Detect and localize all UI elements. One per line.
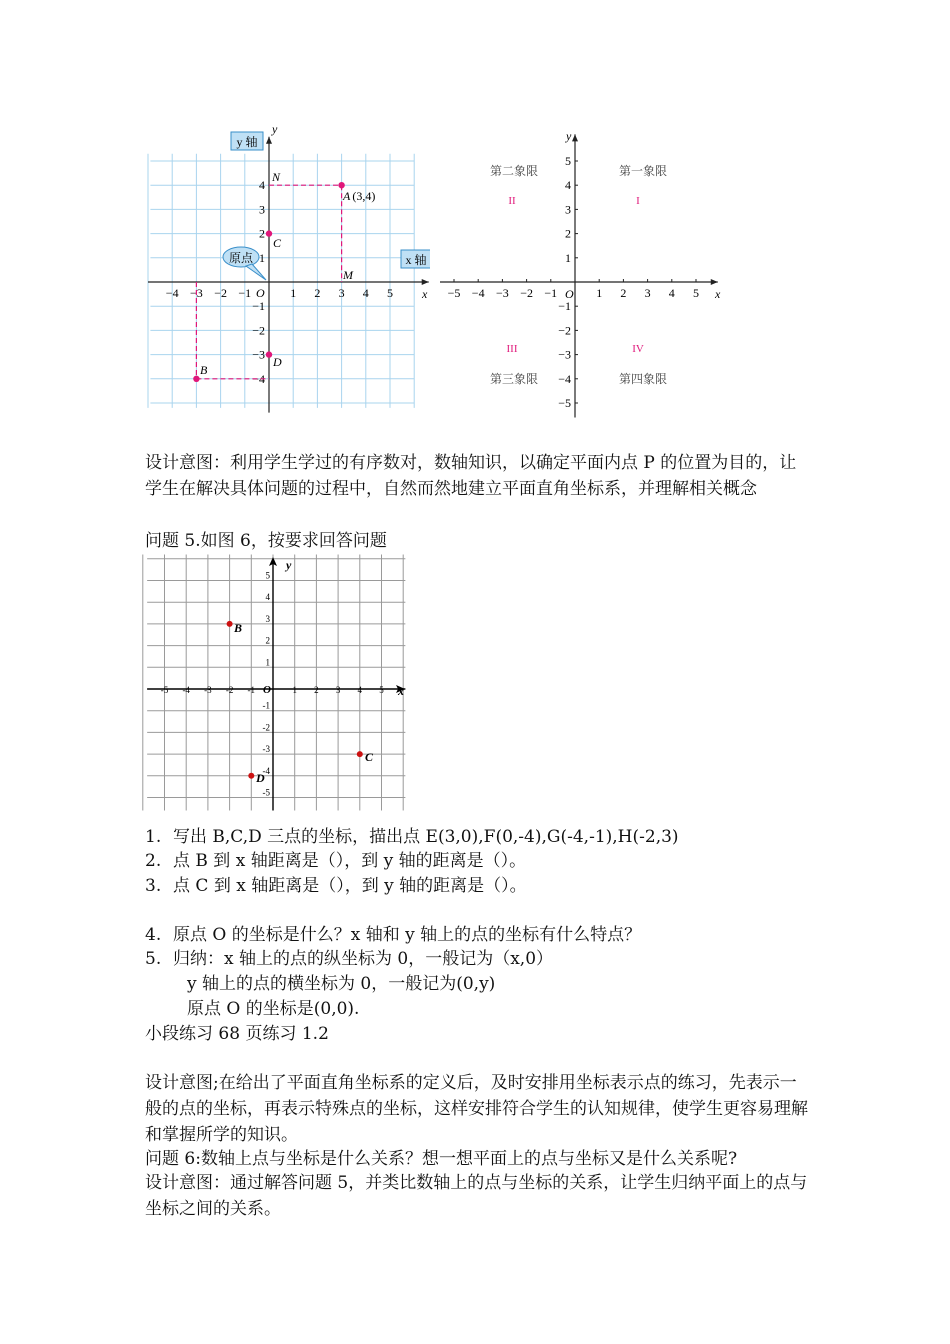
problem-5-heading: 问题 5.如图 6，按要求回答问题 <box>145 531 387 551</box>
quadrant-1-name: 第一象限 <box>618 164 668 178</box>
quadrant-2-numeral: II <box>508 195 516 207</box>
list-item-text: 点 B 到 x 轴距离是（），到 y 轴的距离是（）。 <box>173 851 527 871</box>
figure3-point-d-label: D <box>256 771 265 785</box>
quadrant-3-numeral: III <box>506 343 518 355</box>
x-tick-label: 3 <box>335 685 341 695</box>
x-tick-label: -5 <box>160 685 169 695</box>
x-tick-label: 4 <box>668 286 675 300</box>
coordinate-figure-3 <box>140 550 420 815</box>
y-tick-label: 1 <box>565 250 571 265</box>
origin-callout: 原点 <box>228 251 254 265</box>
quadrant-4-numeral: IV <box>632 343 644 355</box>
figure3-point-c-label: C <box>365 750 374 764</box>
x-tick-label: −3 <box>496 286 509 300</box>
point-c <box>266 230 272 236</box>
origin-callout-pointer <box>246 264 266 280</box>
x-tick-label: −2 <box>214 286 227 300</box>
figure1-x-label: x <box>422 287 428 301</box>
y-tick-label: −4 <box>558 371 571 386</box>
list-item-number: 3. <box>145 876 162 896</box>
y-tick-label: −4 <box>252 371 265 386</box>
x-tick-label: 2 <box>314 286 321 300</box>
figure1-y-label: y <box>272 122 278 136</box>
point-b <box>227 621 233 627</box>
y-tick-label: −3 <box>558 347 571 362</box>
x-tick-label: −1 <box>544 286 558 300</box>
x-tick-label: 5 <box>379 685 384 695</box>
x-axis-callout: x 轴 <box>405 253 427 267</box>
y-axis-arrow <box>266 137 272 144</box>
x-tick-label: 4 <box>357 685 363 695</box>
quadrant-4-name: 第四象限 <box>618 372 668 386</box>
figure3-grid <box>143 554 406 810</box>
list-item-number: 4. <box>145 925 162 945</box>
x-tick-label: -1 <box>247 685 256 695</box>
y-tick-label: 1 <box>259 250 265 265</box>
y-tick-label: -5 <box>262 787 270 798</box>
figure1-point-c-label: C <box>273 236 282 250</box>
y-tick-label: 3 <box>265 613 270 624</box>
figure2-x-label: x <box>715 287 721 301</box>
design-intent-paragraph-3: 设计意图：通过解答问题 5，并类比数轴上的点与坐标的关系，让学生归纳平面上的点与坐标之间的关系。 <box>145 1173 808 1219</box>
point-d <box>248 773 254 779</box>
y-tick-label: 2 <box>565 226 571 241</box>
list-item-text: 写出 B,C,D 三点的坐标，描出点 E(3,0),F(0,-4),G(-4,-1),H(-2,3) <box>173 827 679 847</box>
list-item <box>145 873 527 899</box>
figure2-axes <box>440 134 718 417</box>
quadrant-2-name: 第二象限 <box>489 164 539 178</box>
y-tick-label: 4 <box>265 592 270 603</box>
x-tick-label: −4 <box>165 286 179 300</box>
x-tick-label: 1 <box>292 685 297 695</box>
problem-6-heading: 问题 6:数轴上点与坐标是什么关系？想一想平面上的点与坐标又是什么关系呢? <box>145 1149 738 1169</box>
list-item-number: 2. <box>145 851 162 871</box>
point-a <box>338 182 344 188</box>
list-item <box>145 946 553 972</box>
x-tick-label: -3 <box>204 685 212 695</box>
y-axis-arrow <box>572 134 578 141</box>
figure1-label-n: N <box>272 170 281 184</box>
list-item-text: 点 C 到 x 轴距离是（），到 y 轴的距离是（）。 <box>173 876 527 896</box>
y-axis-callout: y 轴 <box>236 135 258 149</box>
figure1-axes <box>148 137 429 413</box>
y-tick-label: -4 <box>262 765 270 776</box>
practice-line: 小段练习 68 页练习 1.2 <box>145 1024 329 1044</box>
list-item-text: 原点 O 的坐标是什么？x 轴和 y 轴上的点的坐标有什么特点？ <box>173 925 642 945</box>
induction-line-2: y 轴上的点的横坐标为 0，一般记为(0,y) <box>187 974 496 994</box>
y-tick-label: 4 <box>259 178 265 193</box>
design-intent-paragraph-2: 设计意图;在给出了平面直角坐标系的定义后，及时安排用坐标表示点的练习，先表示一般的点的坐标，再表示特殊点的坐标，这样安排符合学生的认知规律，使学生更容易理解和掌握所学的知识。 <box>145 1073 808 1145</box>
figure1-label-m: M <box>343 268 353 282</box>
list-item <box>145 824 679 850</box>
quadrant-1-numeral: I <box>636 195 640 207</box>
figure1-point-d-label: D <box>273 355 282 369</box>
y-tick-label: 5 <box>265 570 270 581</box>
y-tick-label: −2 <box>558 323 571 338</box>
figure1-point-b-label: B <box>200 363 208 377</box>
coordinate-figure-2 <box>440 120 740 420</box>
x-tick-label: −5 <box>447 286 461 300</box>
point-c <box>357 751 363 757</box>
y-tick-label: 3 <box>565 202 571 217</box>
figure3-origin-label: O <box>263 684 271 696</box>
list-item <box>145 922 641 948</box>
y-tick-label: 2 <box>265 635 270 646</box>
x-tick-label: 5 <box>387 286 393 300</box>
y-tick-label: -2 <box>262 722 270 733</box>
figure3-x-label: x <box>398 684 404 698</box>
y-tick-label: −2 <box>252 323 265 338</box>
x-tick-label: 4 <box>362 286 369 300</box>
x-axis-arrow <box>711 279 718 285</box>
y-tick-label: −1 <box>252 299 265 314</box>
list-item <box>145 848 526 874</box>
induction-line-3: 原点 O 的坐标是(0,0). <box>187 999 360 1019</box>
quadrant-3-name: 第三象限 <box>489 372 539 386</box>
y-tick-label: 2 <box>259 226 265 241</box>
y-tick-label: −5 <box>558 396 571 410</box>
x-tick-label: 5 <box>693 286 699 300</box>
x-tick-label: −3 <box>190 286 203 300</box>
x-tick-label: 2 <box>314 685 319 695</box>
y-tick-label: 5 <box>565 154 571 168</box>
figure2-y-label: y <box>566 129 572 143</box>
x-tick-label: -4 <box>182 685 190 695</box>
y-tick-label: 1 <box>265 657 270 668</box>
figure2-origin-label: O <box>565 287 574 301</box>
point-d <box>266 351 272 357</box>
x-tick-label: 1 <box>290 286 297 300</box>
list-item-number: 5. <box>145 949 162 969</box>
x-tick-label: −2 <box>520 286 533 300</box>
list-item-text: 归纳：x 轴上的点的纵坐标为 0，一般记为（x,0） <box>173 949 554 969</box>
x-tick-label: -2 <box>225 685 234 695</box>
y-tick-label: −3 <box>252 347 265 362</box>
y-tick-label: −1 <box>558 299 571 314</box>
figure1-point-a-name: A <box>343 189 351 203</box>
design-intent-paragraph-1: 设计意图：利用学生学过的有序数对，数轴知识，以确定平面内点 P 的位置为目的，让学生在解决具体问题的过程中，自然而然地建立平面直角坐标系，并理解相关概念 <box>145 453 797 499</box>
x-axis-arrow <box>422 279 429 285</box>
x-tick-label: 3 <box>338 286 345 300</box>
figure1-point-a-label <box>342 189 375 203</box>
y-tick-label: 3 <box>259 202 265 217</box>
y-tick-label: 4 <box>565 178 571 193</box>
x-tick-label: −4 <box>471 286 485 300</box>
figure1-point-a-coords: (3,4) <box>352 189 376 203</box>
y-tick-label: -1 <box>262 700 270 711</box>
figure3-y-label: y <box>286 558 292 572</box>
x-tick-label: −1 <box>238 286 252 300</box>
y-tick-label: -3 <box>262 744 270 755</box>
x-tick-label: 2 <box>620 286 627 300</box>
x-tick-label: 1 <box>596 286 603 300</box>
figure3-point-b-label: B <box>234 621 243 635</box>
list-item-number: 1. <box>145 827 162 847</box>
point-b <box>193 376 199 382</box>
figure1-origin-label: O <box>256 286 265 300</box>
x-tick-label: 3 <box>644 286 651 300</box>
coordinate-figure-1 <box>140 120 430 420</box>
